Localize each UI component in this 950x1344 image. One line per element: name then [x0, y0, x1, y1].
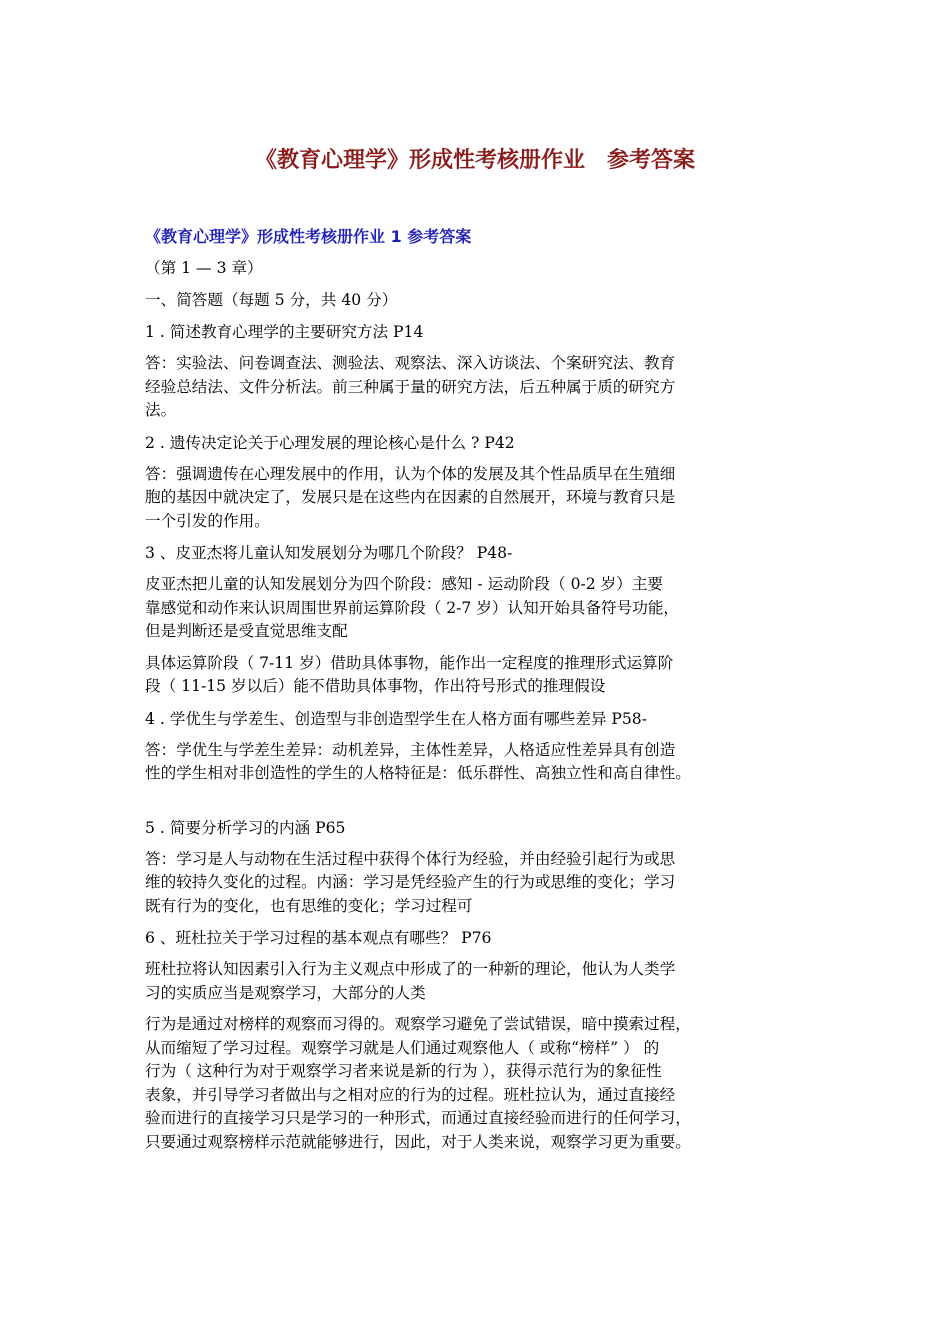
answer-6-line: 行为（ 这种行为对于观察学习者来说是新的行为 ），获得示范行为的象征性: [145, 1062, 662, 1080]
question-4: 4 . 学优生与学差生、创造型与非创造型学生在人格方面有哪些差异 P58-: [145, 709, 647, 728]
answer-2-line: 胞的基因中就决定了，发展只是在这些内在因素的自然展开，环境与教育只是: [145, 488, 676, 506]
question-5: 5 . 简要分析学习的内涵 P65: [145, 818, 346, 837]
answer-1: [145, 352, 825, 423]
question-3: 3 、皮亚杰将儿童认知发展划分为哪几个阶段？ P48-: [145, 544, 513, 562]
answer-4: [145, 739, 825, 786]
question-2: 2 . 遗传决定论关于心理发展的理论核心是什么 ? P42: [145, 433, 515, 452]
answer-4-line: 性的学生相对非创造性的学生的人格特征是：低乐群性、高独立性和高自律性。: [145, 764, 691, 782]
answer-5-line: 答：学习是人与动物在生活过程中获得个体行为经验，并由经验引起行为或思: [145, 849, 676, 868]
part-heading: 一、简答题（每题 5 分，共 40 分）: [145, 291, 398, 309]
paragraph-gap: [145, 794, 825, 816]
question-1: 1 . 简述教育心理学的主要研究方法 P14: [145, 323, 424, 341]
section-title: 《教育心理学》形成性考核册作业 1 参考答案: [145, 227, 472, 246]
answer-2-line: 答：强调遗传在心理发展中的作用，认为个体的发展及其个性品质早在生殖细: [145, 464, 676, 483]
answer-6-line: 从而缩短了学习过程。观察学习就是人们通过观察他人（ 或称“榜样” ） 的: [145, 1038, 660, 1057]
answer-3-line: 靠感觉和动作来认识周围世界前运算阶段（ 2-7 岁）认知开始具备符号功能，: [145, 598, 680, 617]
answer-5-line: 既有行为的变化，也有思维的变化；学习过程可: [145, 896, 473, 915]
answer-6-line: 表象，并引导学习者做出与之相对应的行为的过程。班杜拉认为，通过直接经: [145, 1085, 676, 1104]
answer-4-line: 答：学优生与学差生差异：动机差异，主体性差异，人格适应性差异具有创造: [145, 740, 676, 759]
answer-6-line: 习的实质应当是观察学习，大部分的人类: [145, 983, 426, 1002]
answer-6-part-b: [145, 1013, 825, 1154]
answer-3-line: 段（ 11-15 岁以后）能不借助具体事物，作出符号形式的推理假设: [145, 677, 606, 695]
answer-6-line: 验而进行的直接学习只是学习的一种形式，而通过直接经验而进行的任何学习，: [145, 1109, 691, 1127]
answer-6-line: 行为是通过对榜样的观察而习得的。观察学习避免了尝试错误，暗中摸索过程，: [145, 1015, 691, 1033]
answer-3-part-b: [145, 652, 825, 699]
answer-5-line: 维的较持久变化的过程。内涵：学习是凭经验产生的行为或思维的变化；学习: [145, 873, 676, 891]
answer-3-line: 具体运算阶段（ 7-11 岁）借助具体事物，能作出一定程度的推理形式运算阶: [145, 653, 674, 672]
answer-3-line: 皮亚杰把儿童的认知发展划分为四个阶段：感知 - 运动阶段（ 0-2 岁）主要: [145, 575, 664, 593]
document-title: 《教育心理学》形成性考核册作业 参考答案: [254, 148, 695, 173]
answer-2-line: 一个引发的作用。: [145, 511, 270, 530]
answer-3-part-a: [145, 573, 825, 644]
chapter-range: （第 1 — 3 章）: [145, 259, 263, 277]
answer-3-line: 但是判断还是受直觉思维支配: [145, 622, 348, 640]
answer-2: [145, 463, 825, 534]
answer-1-line: 法。: [145, 401, 177, 419]
question-6: 6 、班杜拉关于学习过程的基本观点有哪些？ P76: [145, 929, 492, 947]
answer-6-line: 只要通过观察榜样示范就能够进行，因此，对于人类来说，观察学习更为重要。: [145, 1132, 691, 1151]
answer-1-line: 答：实验法、问卷调查法、测验法、观察法、深入访谈法、个案研究法、教育: [145, 354, 676, 372]
answer-5: [145, 848, 825, 919]
answer-6-line: 班杜拉将认知因素引入行为主义观点中形成了的一种新的理论，他认为人类学: [145, 960, 676, 978]
answer-6-part-a: [145, 958, 825, 1005]
answer-1-line: 经验总结法、文件分析法。前三种属于量的研究方法，后五种属于质的研究方: [145, 377, 676, 396]
document-body: [145, 224, 825, 1162]
